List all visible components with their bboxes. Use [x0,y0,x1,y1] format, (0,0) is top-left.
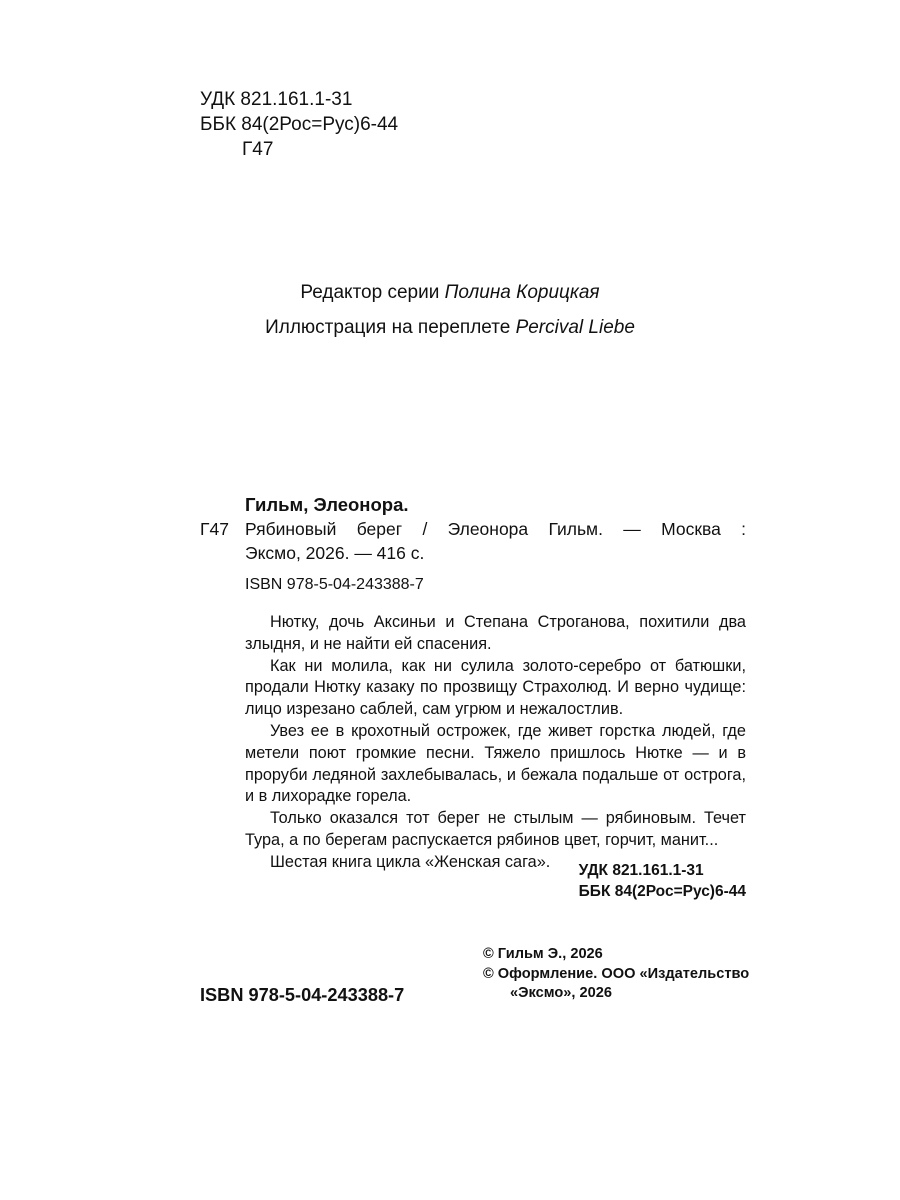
bottom-bbk-code: ББК 84(2Рос=Рус)6-44 [578,883,746,900]
copyright-design-continued: «Эксмо», 2026 [510,985,612,1001]
series-editor-credit [0,282,900,304]
illustration-credit [0,317,900,339]
copyright-author: © Гильм Э., 2026 [483,946,603,962]
header-classification-codes [200,87,398,162]
annotation-paragraph: Как ни молила, как ни сулила золото-серебро от батюшки, продали Нютку казаку по прозвищу Страхолюд. И верно чудище: лицо изрезано саблей, сам угрюм и нежалостлив. [245,656,746,719]
copyright-design: © Оформление. ООО «Издательство [483,965,750,982]
bibliographic-line-2: Эксмо, 2026. — 416 с. [245,543,425,563]
udk-code: УДК 821.161.1-31 [200,89,353,110]
editor-label: Редактор серии [300,282,440,303]
bbk-code: ББК 84(2Рос=Рус)6-44 [200,114,399,135]
copyright-block [483,945,763,1004]
bottom-classification-codes [579,860,746,902]
card-isbn: ISBN 978-5-04-243388-7 [245,576,424,593]
illustration-name: Percival Liebe [515,317,635,338]
annotation-paragraph: Увез ее в крохотный острожек, где живет горстка людей, где метели поют громкие песни. Тяжело пришлось Нютке — и в проруби ледяной захлебывалась, и бежала подальше от острога, и в лихорадке горела. [245,721,746,806]
annotation-paragraph: Нютку, дочь Аксиньи и Степана Строганова, похитили два злыдня, и не найти ей спасения. [245,613,746,653]
bibliographic-line-1 [200,517,746,541]
isbn-bottom: ISBN 978-5-04-243388-7 [200,985,405,1005]
card-cutter-code: Г47 [200,519,229,539]
author-heading: Гильм, Элеонора. [245,494,409,515]
annotation-paragraph: Шестая книга цикла «Женская сага». [270,852,551,871]
cutter-code: Г47 [242,139,274,160]
bottom-udk-code: УДК 821.161.1-31 [578,862,704,879]
annotation-paragraph: Только оказался тот берег не стылым — рябиновым. Течет Тура, а по берегам распускается рябинов цвет, горчит, манит... [245,809,746,849]
illustration-label: Иллюстрация на переплете [265,317,511,338]
bibliographic-text-1: Рябиновый берег / Элеонора Гильм. — Москва : [245,519,746,539]
editor-name: Полина Корицкая [444,282,600,303]
annotation [200,612,746,874]
catalog-card [200,493,746,874]
